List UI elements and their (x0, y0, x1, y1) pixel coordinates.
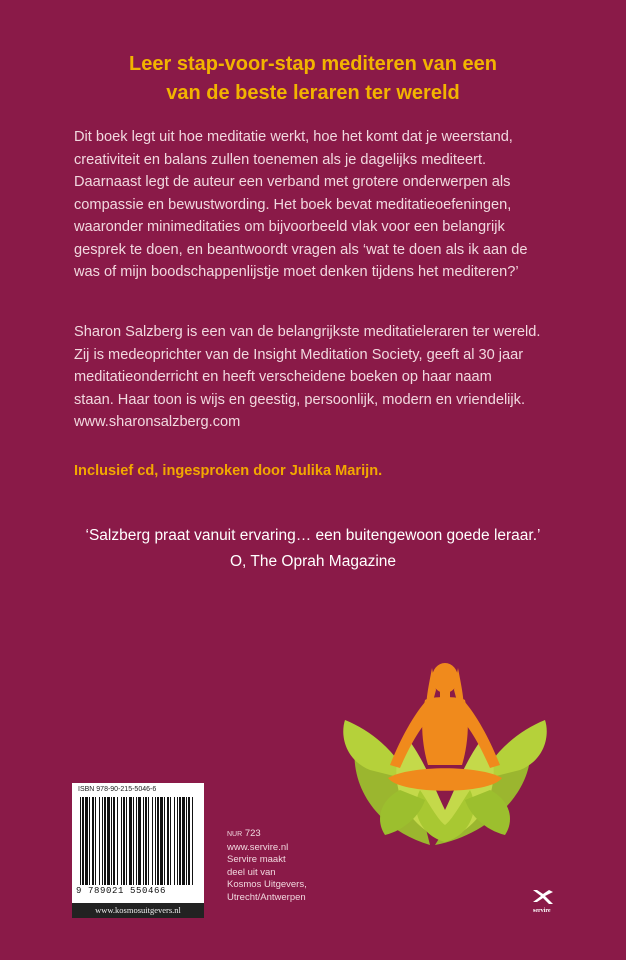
publisher-website-strip: www.kosmosuitgevers.nl (72, 903, 204, 918)
cd-note: Inclusief cd, ingesproken door Julika Marijn. (74, 463, 383, 479)
publisher-info (227, 828, 307, 904)
publisher-line: Utrecht/Antwerpen (227, 891, 306, 903)
description-line: waaronder minimeditaties om bijvoorbeeld vlak voor een belangrijk (74, 219, 505, 235)
author-bio-line: staan. Haar toon is wijs en geestig, persoonlijk, modern en vriendelijk. (74, 391, 526, 408)
press-quote (0, 523, 626, 575)
meditating-figure-lotus-illustration (340, 650, 550, 850)
description-line: Dit boek legt uit hoe meditatie werkt, hoe het komt dat je weerstand, (74, 129, 513, 145)
headline-line-1: Leer stap-voor-stap mediteren van een (129, 53, 497, 75)
barcode-label (72, 783, 204, 918)
nur-value: 723 (244, 828, 261, 839)
author-bio-line: Zij is medeoprichter van de Insight Meditation Society, geeft al 30 jaar (74, 346, 524, 363)
barcode-bars (78, 797, 198, 885)
author-bio-line: meditatieonderricht en heeft verscheidene boeken op haar naam (74, 369, 492, 385)
quote-text: ‘Salzberg praat vanuit ervaring… een buitengewoon goede leraar.’ (85, 527, 541, 544)
author-bio-line: Sharon Salzberg is een van de belangrijkste meditatieleraren ter wereld. (74, 324, 541, 340)
publisher-line: Kosmos Uitgevers, (227, 879, 307, 890)
headline-line-2: van de beste leraren ter wereld (166, 82, 460, 104)
description-line: creativiteit en balans zullen toenemen als je dagelijks mediteert. (74, 151, 487, 168)
description-paragraph (74, 126, 574, 284)
author-website: www.sharonsalzberg.com (74, 414, 241, 430)
headline (0, 50, 626, 108)
description-line: was of mijn boodschappenlijstje moet denken tijdens het mediteren?’ (74, 264, 519, 280)
description-line: gesprek te doen, en beantwoordt vragen als ‘wat te doen als ik aan de (74, 241, 528, 258)
barcode-digits: 9 789021 550466 (76, 886, 167, 896)
servire-logo-icon (531, 888, 555, 908)
publisher-line: Servire maakt (227, 854, 286, 865)
nur-code (227, 828, 307, 842)
servire-logo-word: servire (533, 908, 551, 914)
author-bio-paragraph (74, 321, 574, 434)
quote-source: O, The Oprah Magazine (230, 553, 396, 570)
publisher-website: www.servire.nl (227, 841, 289, 853)
isbn-number: ISBN 978-90-215-5046-6 (78, 786, 157, 793)
nur-label: NUR (227, 831, 243, 838)
publisher-line: deel uit van (227, 866, 276, 878)
description-line: Daarnaast legt de auteur een verband met grotere onderwerpen als (74, 174, 511, 190)
description-line: compassie en bewustwording. Het boek bevat meditatieoefeningen, (74, 196, 512, 213)
